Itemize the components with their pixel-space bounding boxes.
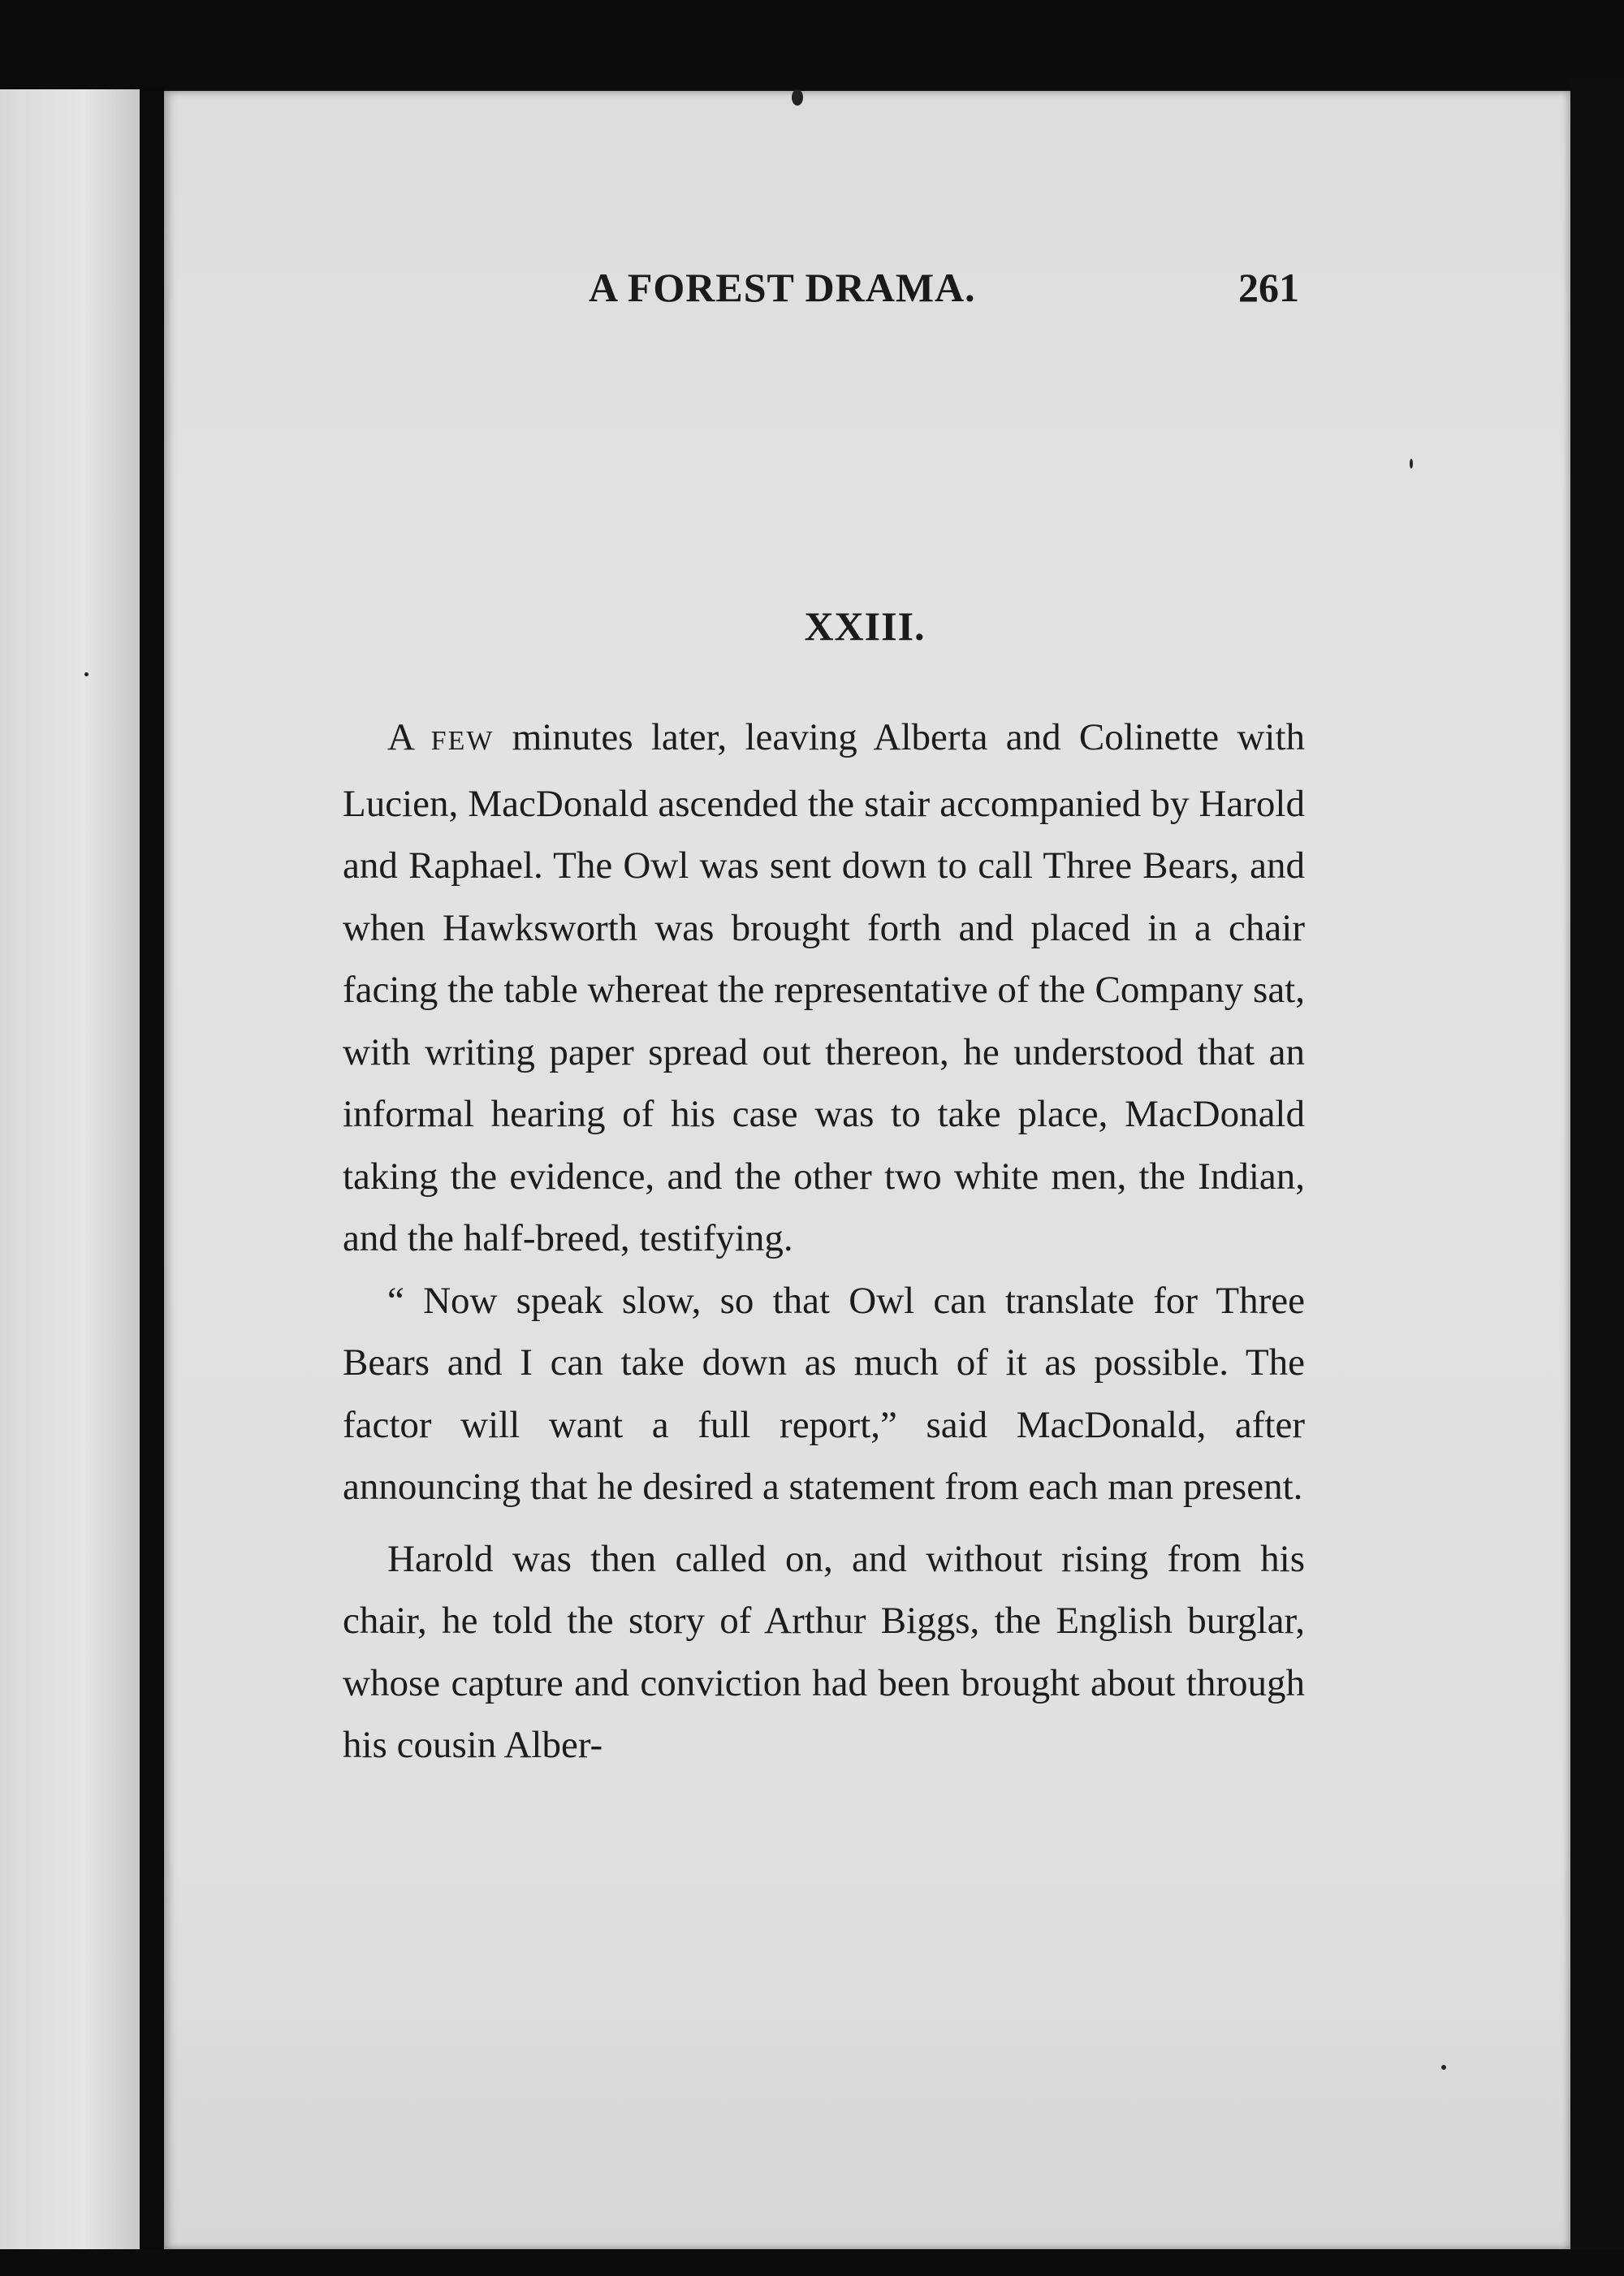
ink-speck (1410, 459, 1413, 469)
paragraph-2: “ Now speak slow, so that Owl can translate for Three Bears and I can take down as much of it as possible. The factor will want a full report,” said MacDonald, after announcing that he desired a statement from each man present. (343, 1279, 1305, 1508)
paragraph-1-text: minutes later, leaving Alberta and Colinette with Lucien, MacDonald ascended the stair accompanied by Harold and Raphael. The Owl was sent down to call Three Bears, and when Hawksworth was brought forth and placed in a chair facing the table whereat the representative of the Company sat, with writing paper spread out thereon, he understood that an informal hearing of his case was to take place, MacDonald taking the evidence, and the other two white men, the Indian, and the half-breed, testifying. (343, 716, 1306, 1259)
facing-page-edge (0, 89, 140, 2249)
book-gutter (140, 85, 164, 2276)
body-text (343, 706, 1305, 1777)
scan-right-border (1570, 81, 1624, 2276)
ink-speck (792, 89, 803, 106)
chapter-number: XXIII. (804, 603, 926, 649)
chapter-heading (0, 602, 1624, 650)
paragraph-1-smallcaps: FEW (430, 726, 495, 756)
running-title: A FOREST DRAMA. (589, 265, 976, 310)
ink-speck (84, 672, 89, 676)
paragraph-1 (343, 706, 1305, 1270)
paragraph-1-dropcap: A (387, 716, 413, 758)
page-header (341, 264, 1315, 329)
scan-bottom-border (0, 2249, 1624, 2276)
scan-top-border (0, 0, 1624, 89)
page-number: 261 (1238, 265, 1299, 310)
paragraph-3: Harold was then called on, and without rising from his chair, he told the story of Arthur Biggs, the English burglar, whose capture and conviction had been brought about through his cousin Alber- (343, 1537, 1305, 1766)
ink-speck (1441, 2065, 1446, 2070)
